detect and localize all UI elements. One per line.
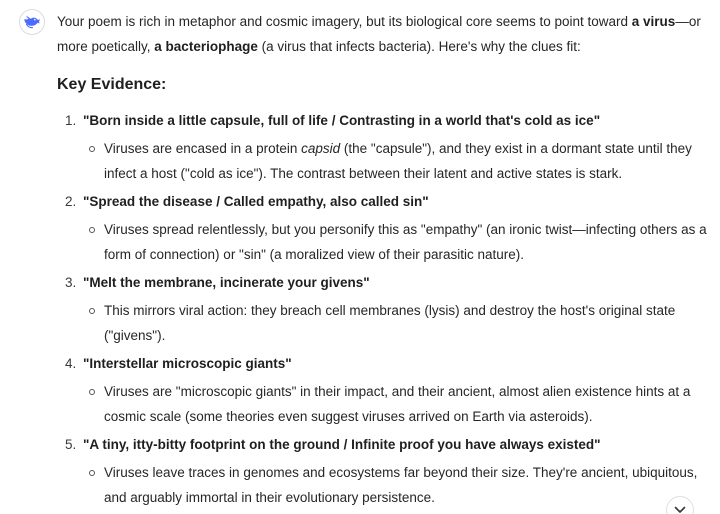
evidence-detail-5 bbox=[57, 460, 707, 510]
item-number: 5. bbox=[65, 437, 77, 452]
evidence-detail-3 bbox=[57, 298, 707, 348]
detail-text: Viruses leave traces in genomes and ecosystems far beyond their size. They're ancient, ubiquitous, and arguably immortal in their evolutionary persistence. bbox=[104, 465, 698, 505]
item-quote: "Melt the membrane, incinerate your givens" bbox=[83, 275, 370, 290]
item-number: 3. bbox=[65, 275, 77, 290]
evidence-item-3 bbox=[57, 270, 707, 348]
item-quote: "Interstellar microscopic giants" bbox=[83, 356, 292, 371]
detail-text-post: (the "capsule"), and they exist in a dormant state until they infect a host ("cold as ice"). The contrast between their latent and active states is stark. bbox=[104, 141, 692, 181]
item-number: 2. bbox=[65, 194, 77, 209]
evidence-quote-4 bbox=[57, 351, 707, 376]
evidence-list bbox=[57, 108, 707, 513]
intro-bold-virus: a virus bbox=[631, 14, 676, 29]
assistant-avatar bbox=[19, 9, 45, 35]
evidence-quote-5 bbox=[57, 432, 707, 457]
intro-paragraph bbox=[57, 0, 707, 59]
chevron-down-icon bbox=[674, 506, 686, 514]
detail-text: Viruses are "microscopic giants" in their impact, and their ancient, almost alien existence hints at a cosmic scale (some theories even suggest viruses arrived on Earth via asteroids). bbox=[104, 384, 691, 424]
bullet-icon bbox=[89, 146, 95, 152]
message-content bbox=[57, 0, 707, 505]
detail-text: This mirrors viral action: they breach cell membranes (lysis) and destroy the host's original state ("givens"). bbox=[104, 303, 676, 343]
evidence-detail-2 bbox=[57, 217, 707, 267]
evidence-item-2 bbox=[57, 189, 707, 267]
intro-bold-bacteriophage: a bacteriophage bbox=[154, 39, 258, 54]
bullet-icon bbox=[89, 389, 95, 395]
evidence-item-5 bbox=[57, 432, 707, 510]
bullet-icon bbox=[89, 227, 95, 233]
intro-text-1: Your poem is rich in metaphor and cosmic imagery, but its biological core seems to point toward bbox=[57, 14, 632, 29]
intro-text-2: —or more poetically, bbox=[57, 14, 701, 54]
evidence-item-4 bbox=[57, 351, 707, 429]
detail-text: Viruses spread relentlessly, but you personify this as "empathy" (an ironic twist—infecting others as a form of connection) or "sin" (a moralized view of their parasitic nature). bbox=[104, 222, 707, 262]
evidence-quote-3 bbox=[57, 270, 707, 295]
intro-text-3: (a virus that infects bacteria). Here's why the clues fit: bbox=[257, 39, 581, 54]
bullet-icon bbox=[89, 308, 95, 314]
item-quote: "Spread the disease / Called empathy, also called sin" bbox=[83, 194, 429, 209]
whale-icon bbox=[23, 15, 41, 29]
evidence-detail-4 bbox=[57, 379, 707, 429]
evidence-quote-1 bbox=[57, 108, 707, 133]
evidence-quote-2 bbox=[57, 189, 707, 214]
key-evidence-heading: Key Evidence: bbox=[57, 76, 167, 93]
detail-text-pre: Viruses are encased in a protein bbox=[104, 141, 302, 156]
evidence-detail-1 bbox=[57, 136, 707, 186]
bullet-icon bbox=[89, 470, 95, 476]
item-number: 4. bbox=[65, 356, 77, 371]
item-number: 1. bbox=[65, 113, 77, 128]
item-quote: "A tiny, itty-bitty footprint on the ground / Infinite proof you have always existed" bbox=[83, 437, 601, 452]
item-quote: "Born inside a little capsule, full of life / Contrasting in a world that's cold as ice" bbox=[83, 113, 601, 128]
evidence-item-1 bbox=[57, 108, 707, 186]
detail-text-em: capsid bbox=[301, 141, 341, 156]
